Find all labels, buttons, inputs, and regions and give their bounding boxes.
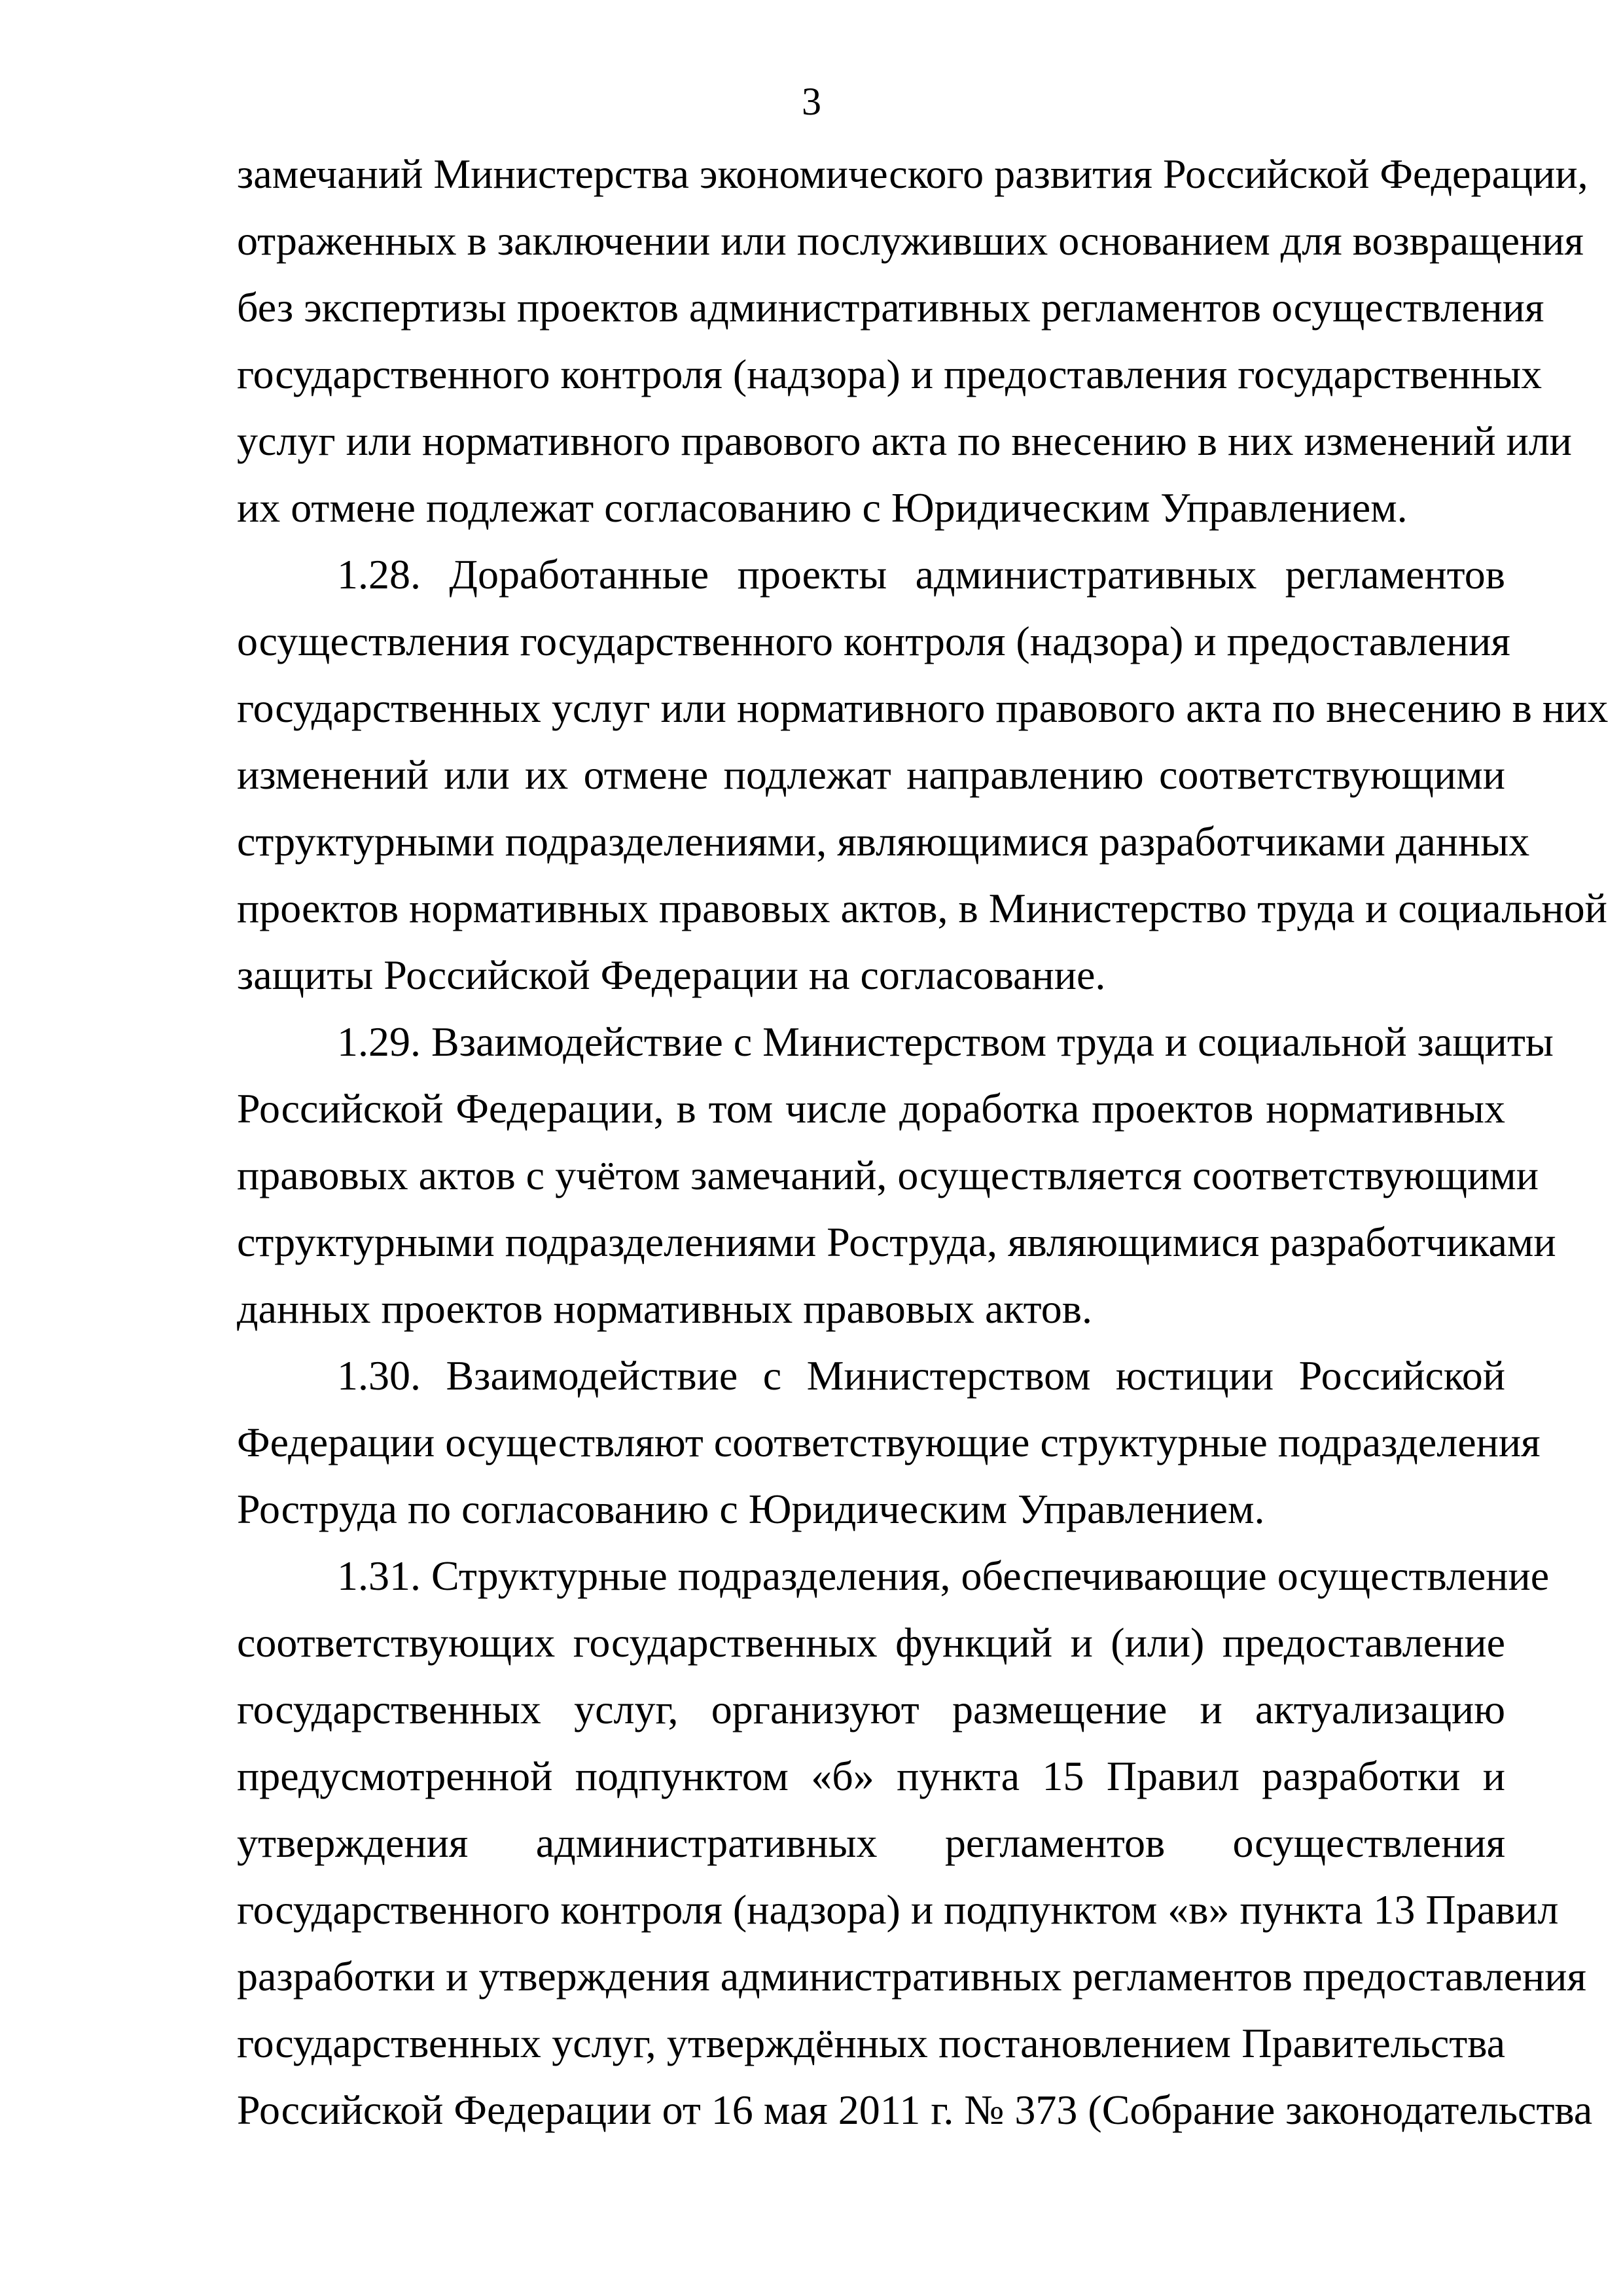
text-line: Роструда по согласованию с Юридическим Управлением. xyxy=(237,1486,1265,1532)
text-line: правовых актов с учётом замечаний, осуществляется соответствующими xyxy=(237,1152,1539,1198)
document-body xyxy=(237,141,1609,2144)
text-line: данных проектов нормативных правовых актов. xyxy=(237,1285,1092,1332)
paragraph xyxy=(237,1342,1541,1543)
page-number: 3 xyxy=(802,80,821,123)
text-line: государственного контроля (надзора) и предоставления государственных xyxy=(237,351,1543,397)
text-line: услуг или нормативного правового акта по внесению в них изменений или xyxy=(237,418,1572,464)
text-line: защиты Российской Федерации на согласование. xyxy=(237,952,1106,998)
text-line: структурными подразделениями Роструда, являющимися разработчиками xyxy=(237,1219,1556,1265)
text-line: изменений или их отмене подлежат направлению соответствующими xyxy=(237,751,1505,798)
text-line: без экспертизы проектов административных регламентов осуществления xyxy=(237,284,1544,331)
text-line: утверждения административных регламентов осуществления xyxy=(237,1820,1505,1866)
text-line: государственных услуг, организуют размещение и актуализацию xyxy=(237,1686,1505,1732)
text-line: Федерации осуществляют соответствующие структурные подразделения xyxy=(237,1419,1541,1465)
text-line: соответствующих государственных функций и (или) предоставление xyxy=(237,1619,1505,1666)
text-line: предусмотренной подпунктом «б» пункта 15 Правил разработки и xyxy=(237,1753,1505,1799)
paragraph xyxy=(237,1543,1593,2144)
text-line: 1.30. Взаимодействие с Министерством юстиции Российской xyxy=(337,1352,1505,1399)
text-line: их отмене подлежат согласованию с Юридическим Управлением. xyxy=(237,484,1408,531)
text-line: проектов нормативных правовых актов, в Министерство труда и социальной xyxy=(237,885,1607,931)
text-line: 1.31. Структурные подразделения, обеспечивающие осуществление xyxy=(337,1552,1550,1599)
text-line: государственных услуг или нормативного правового акта по внесению в них xyxy=(237,685,1609,731)
text-line: разработки и утверждения административных регламентов предоставления xyxy=(237,1953,1586,2000)
text-line: структурными подразделениями, являющимися разработчиками данных xyxy=(237,818,1530,865)
text-line: Российской Федерации от 16 мая 2011 г. № 373 (Собрание законодательства xyxy=(237,2087,1593,2133)
text-line: Российской Федерации, в том числе доработка проектов нормативных xyxy=(237,1085,1505,1132)
text-line: государственных услуг, утверждённых постановлением Правительства xyxy=(237,2020,1505,2066)
text-line: замечаний Министерства экономического развития Российской Федерации, xyxy=(237,151,1588,197)
paragraph xyxy=(237,141,1588,541)
text-line: 1.28. Доработанные проекты административных регламентов xyxy=(337,551,1505,598)
text-line: 1.29. Взаимодействие с Министерством труда и социальной защиты xyxy=(337,1018,1554,1065)
paragraph xyxy=(237,541,1609,1009)
paragraph xyxy=(237,1009,1556,1342)
text-line: государственного контроля (надзора) и подпунктом «в» пункта 13 Правил xyxy=(237,1886,1559,1933)
text-line: отраженных в заключении или послуживших основанием для возвращения xyxy=(237,217,1584,264)
text-line: осуществления государственного контроля (надзора) и предоставления xyxy=(237,618,1510,664)
